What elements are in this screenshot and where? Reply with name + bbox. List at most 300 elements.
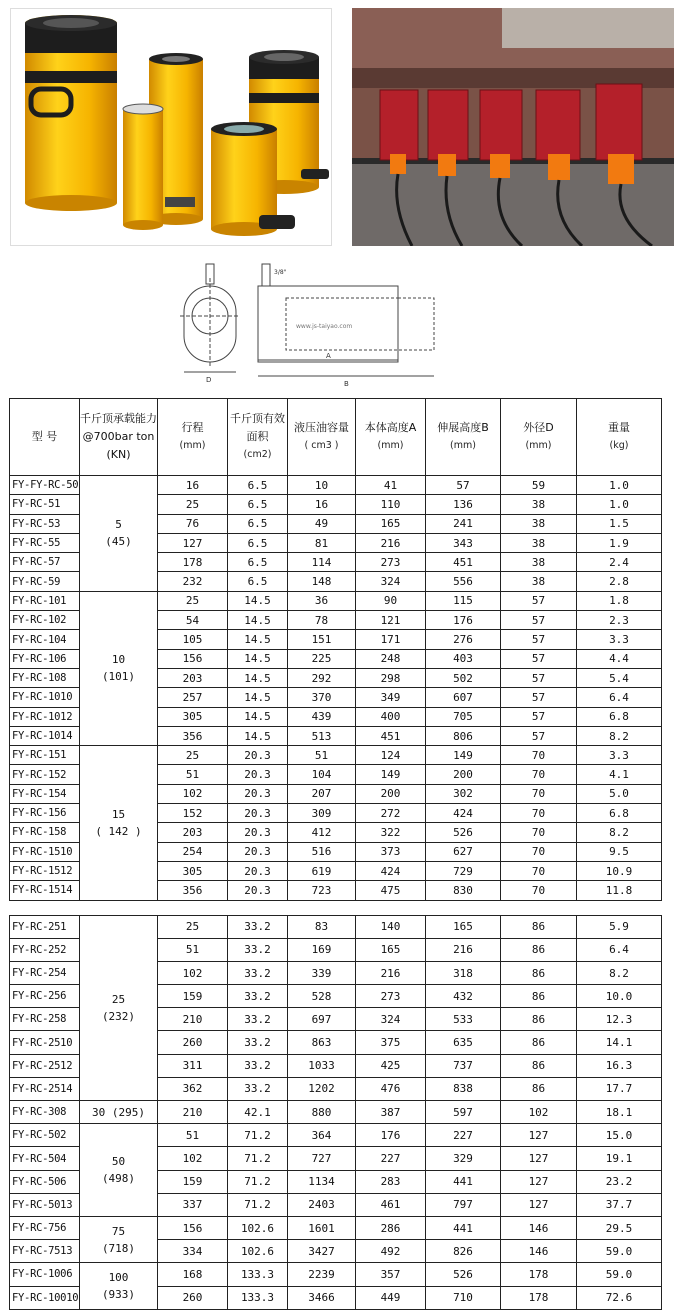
value-cell: 70 bbox=[501, 765, 577, 784]
column-header-label: 型 号 bbox=[31, 430, 58, 443]
value-cell: 57 bbox=[501, 611, 577, 630]
value-cell: 159 bbox=[158, 985, 228, 1008]
value-cell: 14.5 bbox=[228, 611, 288, 630]
value-cell: 298 bbox=[356, 668, 426, 687]
capacity-kn: (933) bbox=[101, 1288, 136, 1302]
value-cell: 124 bbox=[356, 746, 426, 765]
value-cell: 178 bbox=[158, 553, 228, 572]
table-section-gap bbox=[10, 900, 662, 915]
table-row bbox=[10, 1263, 662, 1286]
value-cell: 797 bbox=[426, 1193, 501, 1216]
value-cell: 104 bbox=[288, 765, 356, 784]
value-cell: 216 bbox=[426, 938, 501, 961]
value-cell: 156 bbox=[158, 649, 228, 668]
capacity-cell bbox=[80, 1101, 158, 1124]
value-cell: 432 bbox=[426, 985, 501, 1008]
model-cell: FY-RC-7513 bbox=[10, 1240, 80, 1263]
value-cell: 1601 bbox=[288, 1216, 356, 1239]
value-cell: 72.6 bbox=[577, 1286, 662, 1309]
value-cell: 33.2 bbox=[228, 961, 288, 984]
value-cell: 20.3 bbox=[228, 784, 288, 803]
value-cell: 260 bbox=[158, 1286, 228, 1309]
capacity-ton: 5 bbox=[115, 518, 122, 532]
value-cell: 165 bbox=[356, 514, 426, 533]
value-cell: 710 bbox=[426, 1286, 501, 1309]
model-cell: FY-RC-502 bbox=[10, 1124, 80, 1147]
value-cell: 318 bbox=[426, 961, 501, 984]
value-cell: 70 bbox=[501, 784, 577, 803]
value-cell: 127 bbox=[501, 1193, 577, 1216]
value-cell: 8.2 bbox=[577, 961, 662, 984]
value-cell: 449 bbox=[356, 1286, 426, 1309]
value-cell: 78 bbox=[288, 611, 356, 630]
value-cell: 86 bbox=[501, 985, 577, 1008]
value-cell: 349 bbox=[356, 688, 426, 707]
value-cell: 37.7 bbox=[577, 1193, 662, 1216]
model-cell: FY-RC-1514 bbox=[10, 881, 80, 900]
table-row bbox=[10, 1124, 662, 1147]
value-cell: 241 bbox=[426, 514, 501, 533]
value-cell: 830 bbox=[426, 881, 501, 900]
value-cell: 6.4 bbox=[577, 938, 662, 961]
value-cell: 33.2 bbox=[228, 1077, 288, 1100]
value-cell: 51 bbox=[158, 938, 228, 961]
value-cell: 70 bbox=[501, 823, 577, 842]
value-cell: 33.2 bbox=[228, 915, 288, 938]
value-cell: 151 bbox=[288, 630, 356, 649]
value-cell: 2239 bbox=[288, 1263, 356, 1286]
model-cell: FY-RC-254 bbox=[10, 961, 80, 984]
value-cell: 225 bbox=[288, 649, 356, 668]
value-cell: 203 bbox=[158, 668, 228, 687]
model-cell: FY-RC-154 bbox=[10, 784, 80, 803]
value-cell: 10.9 bbox=[577, 861, 662, 880]
value-cell: 528 bbox=[288, 985, 356, 1008]
value-cell: 403 bbox=[426, 649, 501, 668]
value-cell: 276 bbox=[426, 630, 501, 649]
value-cell: 81 bbox=[288, 533, 356, 552]
capacity-ton: 100 bbox=[108, 1271, 129, 1285]
column-header bbox=[356, 399, 426, 476]
value-cell: 697 bbox=[288, 1008, 356, 1031]
value-cell: 232 bbox=[158, 572, 228, 591]
value-cell: 373 bbox=[356, 842, 426, 861]
value-cell: 15.0 bbox=[577, 1124, 662, 1147]
value-cell: 169 bbox=[288, 938, 356, 961]
model-cell: FY-RC-1006 bbox=[10, 1263, 80, 1286]
value-cell: 6.5 bbox=[228, 553, 288, 572]
value-cell: 424 bbox=[356, 861, 426, 880]
value-cell: 176 bbox=[426, 611, 501, 630]
value-cell: 121 bbox=[356, 611, 426, 630]
value-cell: 76 bbox=[158, 514, 228, 533]
value-cell: 216 bbox=[356, 961, 426, 984]
value-cell: 36 bbox=[288, 591, 356, 610]
value-cell: 33.2 bbox=[228, 1054, 288, 1077]
dim-b-label: B bbox=[344, 380, 349, 388]
table-row bbox=[10, 476, 662, 495]
column-header-label: 千斤顶承载能力@700bar ton (KN) bbox=[80, 412, 157, 461]
value-cell: 364 bbox=[288, 1124, 356, 1147]
value-cell: 311 bbox=[158, 1054, 228, 1077]
capacity-cell bbox=[80, 915, 158, 1101]
value-cell: 254 bbox=[158, 842, 228, 861]
value-cell: 248 bbox=[356, 649, 426, 668]
value-cell: 25 bbox=[158, 746, 228, 765]
model-cell: FY-RC-57 bbox=[10, 553, 80, 572]
model-cell: FY-RC-308 bbox=[10, 1101, 80, 1124]
table-row bbox=[10, 915, 662, 938]
capacity-ton: 25 bbox=[111, 992, 126, 1006]
value-cell: 57 bbox=[501, 668, 577, 687]
value-cell: 171 bbox=[356, 630, 426, 649]
value-cell: 607 bbox=[426, 688, 501, 707]
column-header-label: 本体高度A bbox=[364, 421, 417, 434]
value-cell: 324 bbox=[356, 1008, 426, 1031]
model-cell: FY-RC-1512 bbox=[10, 861, 80, 880]
value-cell: 370 bbox=[288, 688, 356, 707]
value-cell: 102 bbox=[158, 784, 228, 803]
column-header-unit: (mm) bbox=[450, 440, 476, 451]
value-cell: 49 bbox=[288, 514, 356, 533]
value-cell: 838 bbox=[426, 1077, 501, 1100]
value-cell: 86 bbox=[501, 938, 577, 961]
value-cell: 880 bbox=[288, 1101, 356, 1124]
value-cell: 729 bbox=[426, 861, 501, 880]
value-cell: 526 bbox=[426, 823, 501, 842]
value-cell: 635 bbox=[426, 1031, 501, 1054]
value-cell: 57 bbox=[501, 726, 577, 745]
value-cell: 152 bbox=[158, 804, 228, 823]
capacity-kn: (101) bbox=[101, 670, 136, 684]
value-cell: 16 bbox=[288, 495, 356, 514]
capacity-kn: (45) bbox=[105, 535, 132, 549]
value-cell: 8.2 bbox=[577, 823, 662, 842]
value-cell: 461 bbox=[356, 1193, 426, 1216]
model-cell: FY-RC-504 bbox=[10, 1147, 80, 1170]
value-cell: 114 bbox=[288, 553, 356, 572]
value-cell: 38 bbox=[501, 553, 577, 572]
value-cell: 102 bbox=[158, 961, 228, 984]
value-cell: 1.0 bbox=[577, 476, 662, 495]
model-cell: FY-RC-55 bbox=[10, 533, 80, 552]
value-cell: 149 bbox=[426, 746, 501, 765]
value-cell: 334 bbox=[158, 1240, 228, 1263]
model-cell: FY-RC-152 bbox=[10, 765, 80, 784]
value-cell: 3.3 bbox=[577, 746, 662, 765]
column-header bbox=[10, 399, 80, 476]
value-cell: 597 bbox=[426, 1101, 501, 1124]
value-cell: 6.5 bbox=[228, 533, 288, 552]
table-row bbox=[10, 1216, 662, 1239]
value-cell: 1.8 bbox=[577, 591, 662, 610]
value-cell: 86 bbox=[501, 915, 577, 938]
value-cell: 2.4 bbox=[577, 553, 662, 572]
value-cell: 14.1 bbox=[577, 1031, 662, 1054]
capacity-kn: (718) bbox=[101, 1241, 136, 1255]
value-cell: 533 bbox=[426, 1008, 501, 1031]
model-cell: FY-RC-10010 bbox=[10, 1286, 80, 1309]
column-header-label: 伸展高度B bbox=[437, 421, 489, 434]
cylinders-illustration bbox=[11, 9, 332, 246]
value-cell: 3466 bbox=[288, 1286, 356, 1309]
value-cell: 424 bbox=[426, 804, 501, 823]
value-cell: 526 bbox=[426, 1263, 501, 1286]
value-cell: 200 bbox=[356, 784, 426, 803]
table-row bbox=[10, 1101, 662, 1124]
value-cell: 127 bbox=[158, 533, 228, 552]
value-cell: 502 bbox=[426, 668, 501, 687]
value-cell: 14.5 bbox=[228, 668, 288, 687]
gap-cell bbox=[10, 900, 662, 915]
value-cell: 71.2 bbox=[228, 1170, 288, 1193]
value-cell: 806 bbox=[426, 726, 501, 745]
value-cell: 451 bbox=[356, 726, 426, 745]
value-cell: 115 bbox=[426, 591, 501, 610]
value-cell: 1.9 bbox=[577, 533, 662, 552]
technical-drawing bbox=[176, 258, 446, 388]
value-cell: 71.2 bbox=[228, 1193, 288, 1216]
value-cell: 38 bbox=[501, 533, 577, 552]
model-cell: FY-RC-101 bbox=[10, 591, 80, 610]
model-cell: FY-RC-108 bbox=[10, 668, 80, 687]
value-cell: 309 bbox=[288, 804, 356, 823]
value-cell: 227 bbox=[426, 1124, 501, 1147]
value-cell: 357 bbox=[356, 1263, 426, 1286]
capacity-cell bbox=[80, 1216, 158, 1262]
value-cell: 1202 bbox=[288, 1077, 356, 1100]
value-cell: 292 bbox=[288, 668, 356, 687]
value-cell: 70 bbox=[501, 804, 577, 823]
value-cell: 6.4 bbox=[577, 688, 662, 707]
value-cell: 14.5 bbox=[228, 688, 288, 707]
capacity-cell bbox=[80, 1263, 158, 1309]
value-cell: 156 bbox=[158, 1216, 228, 1239]
model-cell: FY-RC-506 bbox=[10, 1170, 80, 1193]
value-cell: 140 bbox=[356, 915, 426, 938]
value-cell: 42.1 bbox=[228, 1101, 288, 1124]
column-header-label: 液压油容量 bbox=[294, 421, 349, 434]
value-cell: 54 bbox=[158, 611, 228, 630]
value-cell: 475 bbox=[356, 881, 426, 900]
value-cell: 272 bbox=[356, 804, 426, 823]
value-cell: 102.6 bbox=[228, 1216, 288, 1239]
model-cell: FY-RC-151 bbox=[10, 746, 80, 765]
value-cell: 86 bbox=[501, 1031, 577, 1054]
capacity-ton: 10 bbox=[111, 653, 126, 667]
column-header bbox=[577, 399, 662, 476]
value-cell: 516 bbox=[288, 842, 356, 861]
capacity-cell bbox=[80, 591, 158, 745]
value-cell: 439 bbox=[288, 707, 356, 726]
capacity-ton: 75 bbox=[111, 1224, 126, 1238]
value-cell: 387 bbox=[356, 1101, 426, 1124]
dim-d-label: D bbox=[206, 376, 212, 384]
value-cell: 305 bbox=[158, 861, 228, 880]
value-cell: 556 bbox=[426, 572, 501, 591]
value-cell: 59.0 bbox=[577, 1240, 662, 1263]
value-cell: 70 bbox=[501, 881, 577, 900]
value-cell: 322 bbox=[356, 823, 426, 842]
value-cell: 38 bbox=[501, 514, 577, 533]
value-cell: 38 bbox=[501, 495, 577, 514]
column-header-unit: (kg) bbox=[609, 440, 629, 451]
value-cell: 25 bbox=[158, 495, 228, 514]
value-cell: 441 bbox=[426, 1170, 501, 1193]
column-header bbox=[158, 399, 228, 476]
value-cell: 57 bbox=[501, 649, 577, 668]
value-cell: 5.0 bbox=[577, 784, 662, 803]
model-cell: FY-RC-53 bbox=[10, 514, 80, 533]
value-cell: 41 bbox=[356, 476, 426, 495]
capacity-ton: 30 (295) bbox=[92, 1105, 145, 1119]
value-cell: 178 bbox=[501, 1263, 577, 1286]
column-header bbox=[288, 399, 356, 476]
model-cell: FY-RC-104 bbox=[10, 630, 80, 649]
value-cell: 20.3 bbox=[228, 842, 288, 861]
value-cell: 33.2 bbox=[228, 1008, 288, 1031]
value-cell: 260 bbox=[158, 1031, 228, 1054]
value-cell: 18.1 bbox=[577, 1101, 662, 1124]
value-cell: 110 bbox=[356, 495, 426, 514]
value-cell: 1134 bbox=[288, 1170, 356, 1193]
application-photo bbox=[352, 8, 674, 246]
value-cell: 14.5 bbox=[228, 649, 288, 668]
value-cell: 70 bbox=[501, 861, 577, 880]
value-cell: 90 bbox=[356, 591, 426, 610]
value-cell: 165 bbox=[426, 915, 501, 938]
capacity-cell bbox=[80, 476, 158, 592]
value-cell: 70 bbox=[501, 746, 577, 765]
value-cell: 86 bbox=[501, 1008, 577, 1031]
value-cell: 59 bbox=[501, 476, 577, 495]
watermark-url: www.js-taiyao.com bbox=[296, 323, 353, 330]
value-cell: 14.5 bbox=[228, 630, 288, 649]
value-cell: 16 bbox=[158, 476, 228, 495]
value-cell: 176 bbox=[356, 1124, 426, 1147]
value-cell: 102 bbox=[158, 1147, 228, 1170]
model-cell: FY-RC-258 bbox=[10, 1008, 80, 1031]
model-cell: FY-RC-5013 bbox=[10, 1193, 80, 1216]
spec-table-wrapper bbox=[9, 398, 661, 1310]
value-cell: 23.2 bbox=[577, 1170, 662, 1193]
port-size-label: 3/8" bbox=[274, 269, 287, 276]
value-cell: 178 bbox=[501, 1286, 577, 1309]
value-cell: 136 bbox=[426, 495, 501, 514]
value-cell: 3427 bbox=[288, 1240, 356, 1263]
value-cell: 627 bbox=[426, 842, 501, 861]
column-header bbox=[426, 399, 501, 476]
value-cell: 25 bbox=[158, 591, 228, 610]
value-cell: 29.5 bbox=[577, 1216, 662, 1239]
value-cell: 12.3 bbox=[577, 1008, 662, 1031]
value-cell: 16.3 bbox=[577, 1054, 662, 1077]
value-cell: 727 bbox=[288, 1147, 356, 1170]
dim-a-label: A bbox=[326, 352, 331, 360]
value-cell: 127 bbox=[501, 1124, 577, 1147]
column-header-label: 行程 bbox=[181, 421, 204, 434]
model-cell: FY-RC-256 bbox=[10, 985, 80, 1008]
model-cell: FY-RC-1012 bbox=[10, 707, 80, 726]
value-cell: 33.2 bbox=[228, 938, 288, 961]
value-cell: 33.2 bbox=[228, 985, 288, 1008]
capacity-ton: 50 bbox=[111, 1155, 126, 1169]
value-cell: 3.3 bbox=[577, 630, 662, 649]
value-cell: 168 bbox=[158, 1263, 228, 1286]
value-cell: 1.5 bbox=[577, 514, 662, 533]
value-cell: 2.3 bbox=[577, 611, 662, 630]
value-cell: 146 bbox=[501, 1240, 577, 1263]
value-cell: 133.3 bbox=[228, 1286, 288, 1309]
column-header bbox=[501, 399, 577, 476]
model-cell: FY-RC-2510 bbox=[10, 1031, 80, 1054]
value-cell: 5.4 bbox=[577, 668, 662, 687]
value-cell: 619 bbox=[288, 861, 356, 880]
value-cell: 25 bbox=[158, 915, 228, 938]
value-cell: 200 bbox=[426, 765, 501, 784]
value-cell: 127 bbox=[501, 1170, 577, 1193]
value-cell: 356 bbox=[158, 881, 228, 900]
value-cell: 102.6 bbox=[228, 1240, 288, 1263]
value-cell: 826 bbox=[426, 1240, 501, 1263]
value-cell: 127 bbox=[501, 1147, 577, 1170]
value-cell: 451 bbox=[426, 553, 501, 572]
value-cell: 11.8 bbox=[577, 881, 662, 900]
model-cell: FY-RC-59 bbox=[10, 572, 80, 591]
value-cell: 148 bbox=[288, 572, 356, 591]
model-cell: FY-RC-251 bbox=[10, 915, 80, 938]
value-cell: 273 bbox=[356, 985, 426, 1008]
value-cell: 339 bbox=[288, 961, 356, 984]
value-cell: 6.8 bbox=[577, 707, 662, 726]
value-cell: 14.5 bbox=[228, 591, 288, 610]
table-header-row bbox=[10, 399, 662, 476]
cylinder-dimension-drawing bbox=[176, 258, 446, 388]
value-cell: 1.0 bbox=[577, 495, 662, 514]
column-header bbox=[80, 399, 158, 476]
value-cell: 8.2 bbox=[577, 726, 662, 745]
product-photo-cylinders bbox=[10, 8, 332, 246]
value-cell: 6.5 bbox=[228, 495, 288, 514]
value-cell: 14.5 bbox=[228, 707, 288, 726]
value-cell: 165 bbox=[356, 938, 426, 961]
value-cell: 203 bbox=[158, 823, 228, 842]
model-cell: FY-RC-252 bbox=[10, 938, 80, 961]
model-cell: FY-RC-106 bbox=[10, 649, 80, 668]
value-cell: 6.5 bbox=[228, 476, 288, 495]
value-cell: 302 bbox=[426, 784, 501, 803]
value-cell: 51 bbox=[158, 765, 228, 784]
value-cell: 257 bbox=[158, 688, 228, 707]
value-cell: 71.2 bbox=[228, 1124, 288, 1147]
capacity-kn: (232) bbox=[101, 1009, 136, 1023]
value-cell: 273 bbox=[356, 553, 426, 572]
value-cell: 10 bbox=[288, 476, 356, 495]
model-cell: FY-RC-1010 bbox=[10, 688, 80, 707]
model-cell: FY-RC-1510 bbox=[10, 842, 80, 861]
value-cell: 20.3 bbox=[228, 804, 288, 823]
value-cell: 863 bbox=[288, 1031, 356, 1054]
model-cell: FY-RC-51 bbox=[10, 495, 80, 514]
capacity-cell bbox=[80, 746, 158, 900]
value-cell: 20.3 bbox=[228, 861, 288, 880]
value-cell: 412 bbox=[288, 823, 356, 842]
model-cell: FY-RC-756 bbox=[10, 1216, 80, 1239]
value-cell: 337 bbox=[158, 1193, 228, 1216]
table-body bbox=[10, 476, 662, 1310]
model-cell: FY-RC-102 bbox=[10, 611, 80, 630]
value-cell: 19.1 bbox=[577, 1147, 662, 1170]
